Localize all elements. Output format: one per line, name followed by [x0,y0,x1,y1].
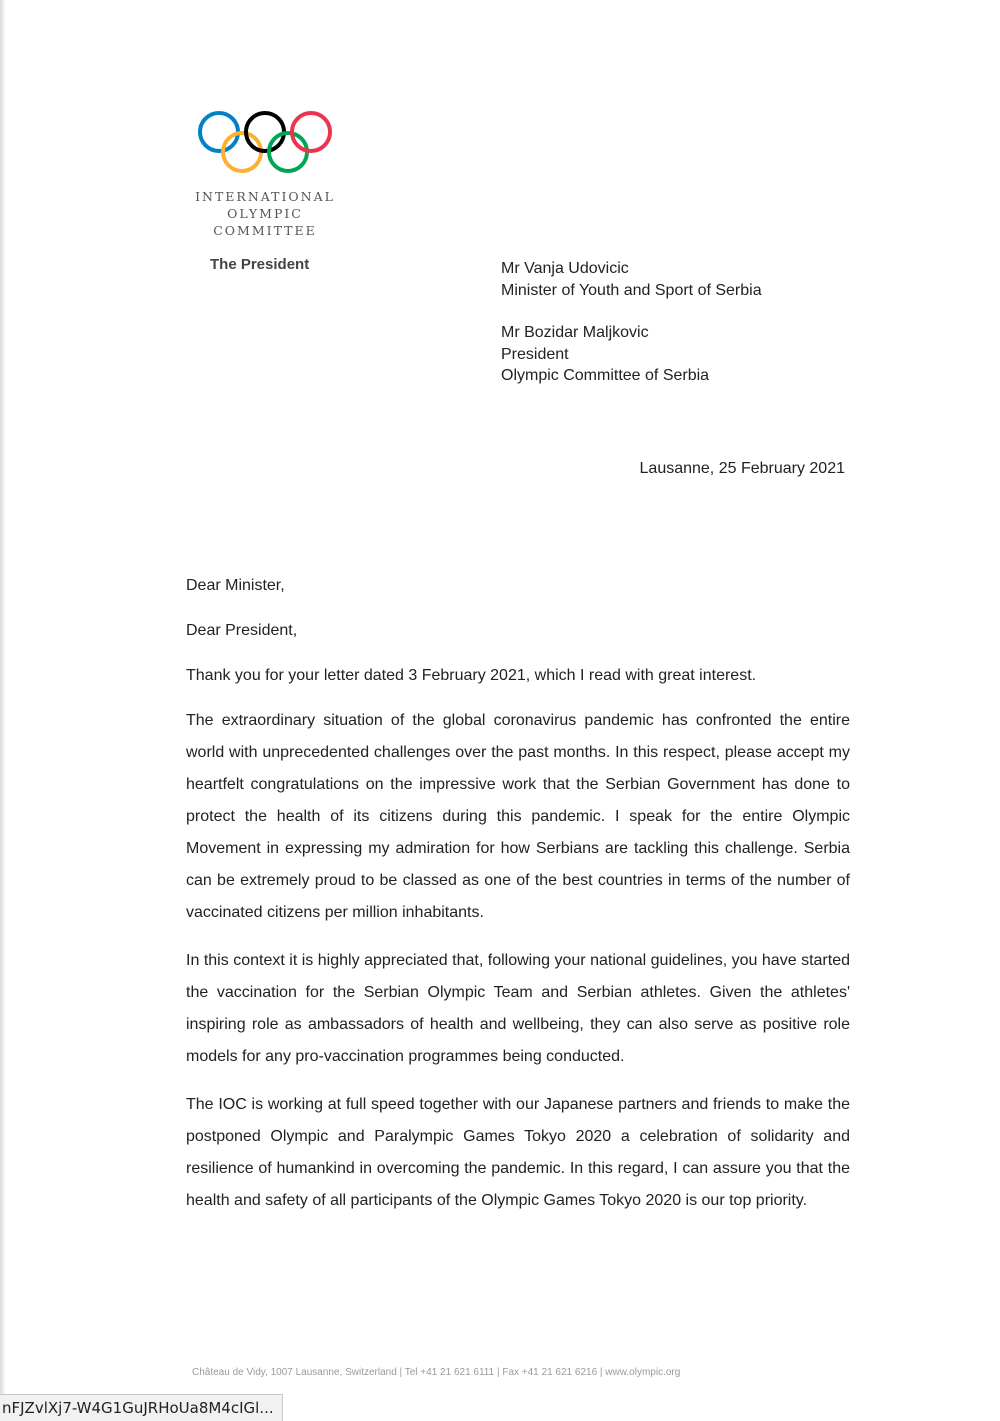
recipient-name: Mr Vanja Udovicic [501,260,629,277]
recipient-president [501,322,762,387]
body-paragraph: In this context it is highly appreciated that, following your national guidelines, you have started the vaccination for the Serbian Olympic Team and Serbian athletes. Given the athletes' inspiring role as ambassadors of health and wellbeing, they can also serve as positive role models for any pro-vaccination programmes being conducted. [186,952,850,1065]
sender-title: The President [210,256,310,273]
body-paragraph: The IOC is working at full speed together with our Japanese partners and friends to make the postponed Olympic and Paralympic Games Tokyo 2020 a celebration of solidarity and resilience of humankind in overcoming the pandemic. In this regard, I can assure you that the health and safety of all participants of the Olympic Games Tokyo 2020 is our top priority. [186,1096,850,1209]
ring-black [246,113,284,151]
recipient-line: Olympic Committee of Serbia [501,367,710,384]
ring-yellow [223,133,261,171]
letter-footer: Château de Vidy, 1007 Lausanne, Switzerland | Tel +41 21 621 6111 | Fax +41 21 621 6216 | www.olympic.org [192,1367,681,1378]
letter-body [186,570,850,1233]
salutation: Dear Minister, [186,577,285,594]
body-paragraph: The extraordinary situation of the global coronavirus pandemic has confronted the entire world with unprecedented challenges over the past months. In this respect, please accept my heartfelt congratulations on the impressive work that the Serbian Government has done to protect the health of its citizens during this pandemic. I speak for the entire Olympic Movement in expressing my admiration for how Serbians are tackling this challenge. Serbia can be extremely proud to be classed as one of the best countries in terms of the number of vaccinated citizens per million inhabitants. [186,712,850,921]
recipient-minister [501,258,762,301]
org-name-line: INTERNATIONAL [195,189,335,204]
letterhead [180,108,350,239]
salutation: Dear President, [186,622,298,639]
org-name-line: COMMITTEE [213,223,317,238]
recipient-name: Mr Bozidar Maljkovic [501,324,649,341]
letter-date: Lausanne, 25 February 2021 [639,460,845,477]
recipient-line: Minister of Youth and Sport of Serbia [501,281,762,299]
recipient-line: President [501,345,569,363]
org-name-line: OLYMPIC [227,206,303,221]
ring-green [269,133,307,171]
org-name [180,188,350,239]
page-edge [0,0,6,1421]
ring-blue [200,113,238,151]
recipient-block [501,258,762,408]
olympic-rings-icon [195,108,335,178]
status-bar-url: nFJZvlXj7-W4G1GuJRHoUa8M4cIGl... [0,1394,283,1421]
ring-red [292,113,330,151]
intro-paragraph: Thank you for your letter dated 3 February 2021, which I read with great interest. [186,667,757,684]
